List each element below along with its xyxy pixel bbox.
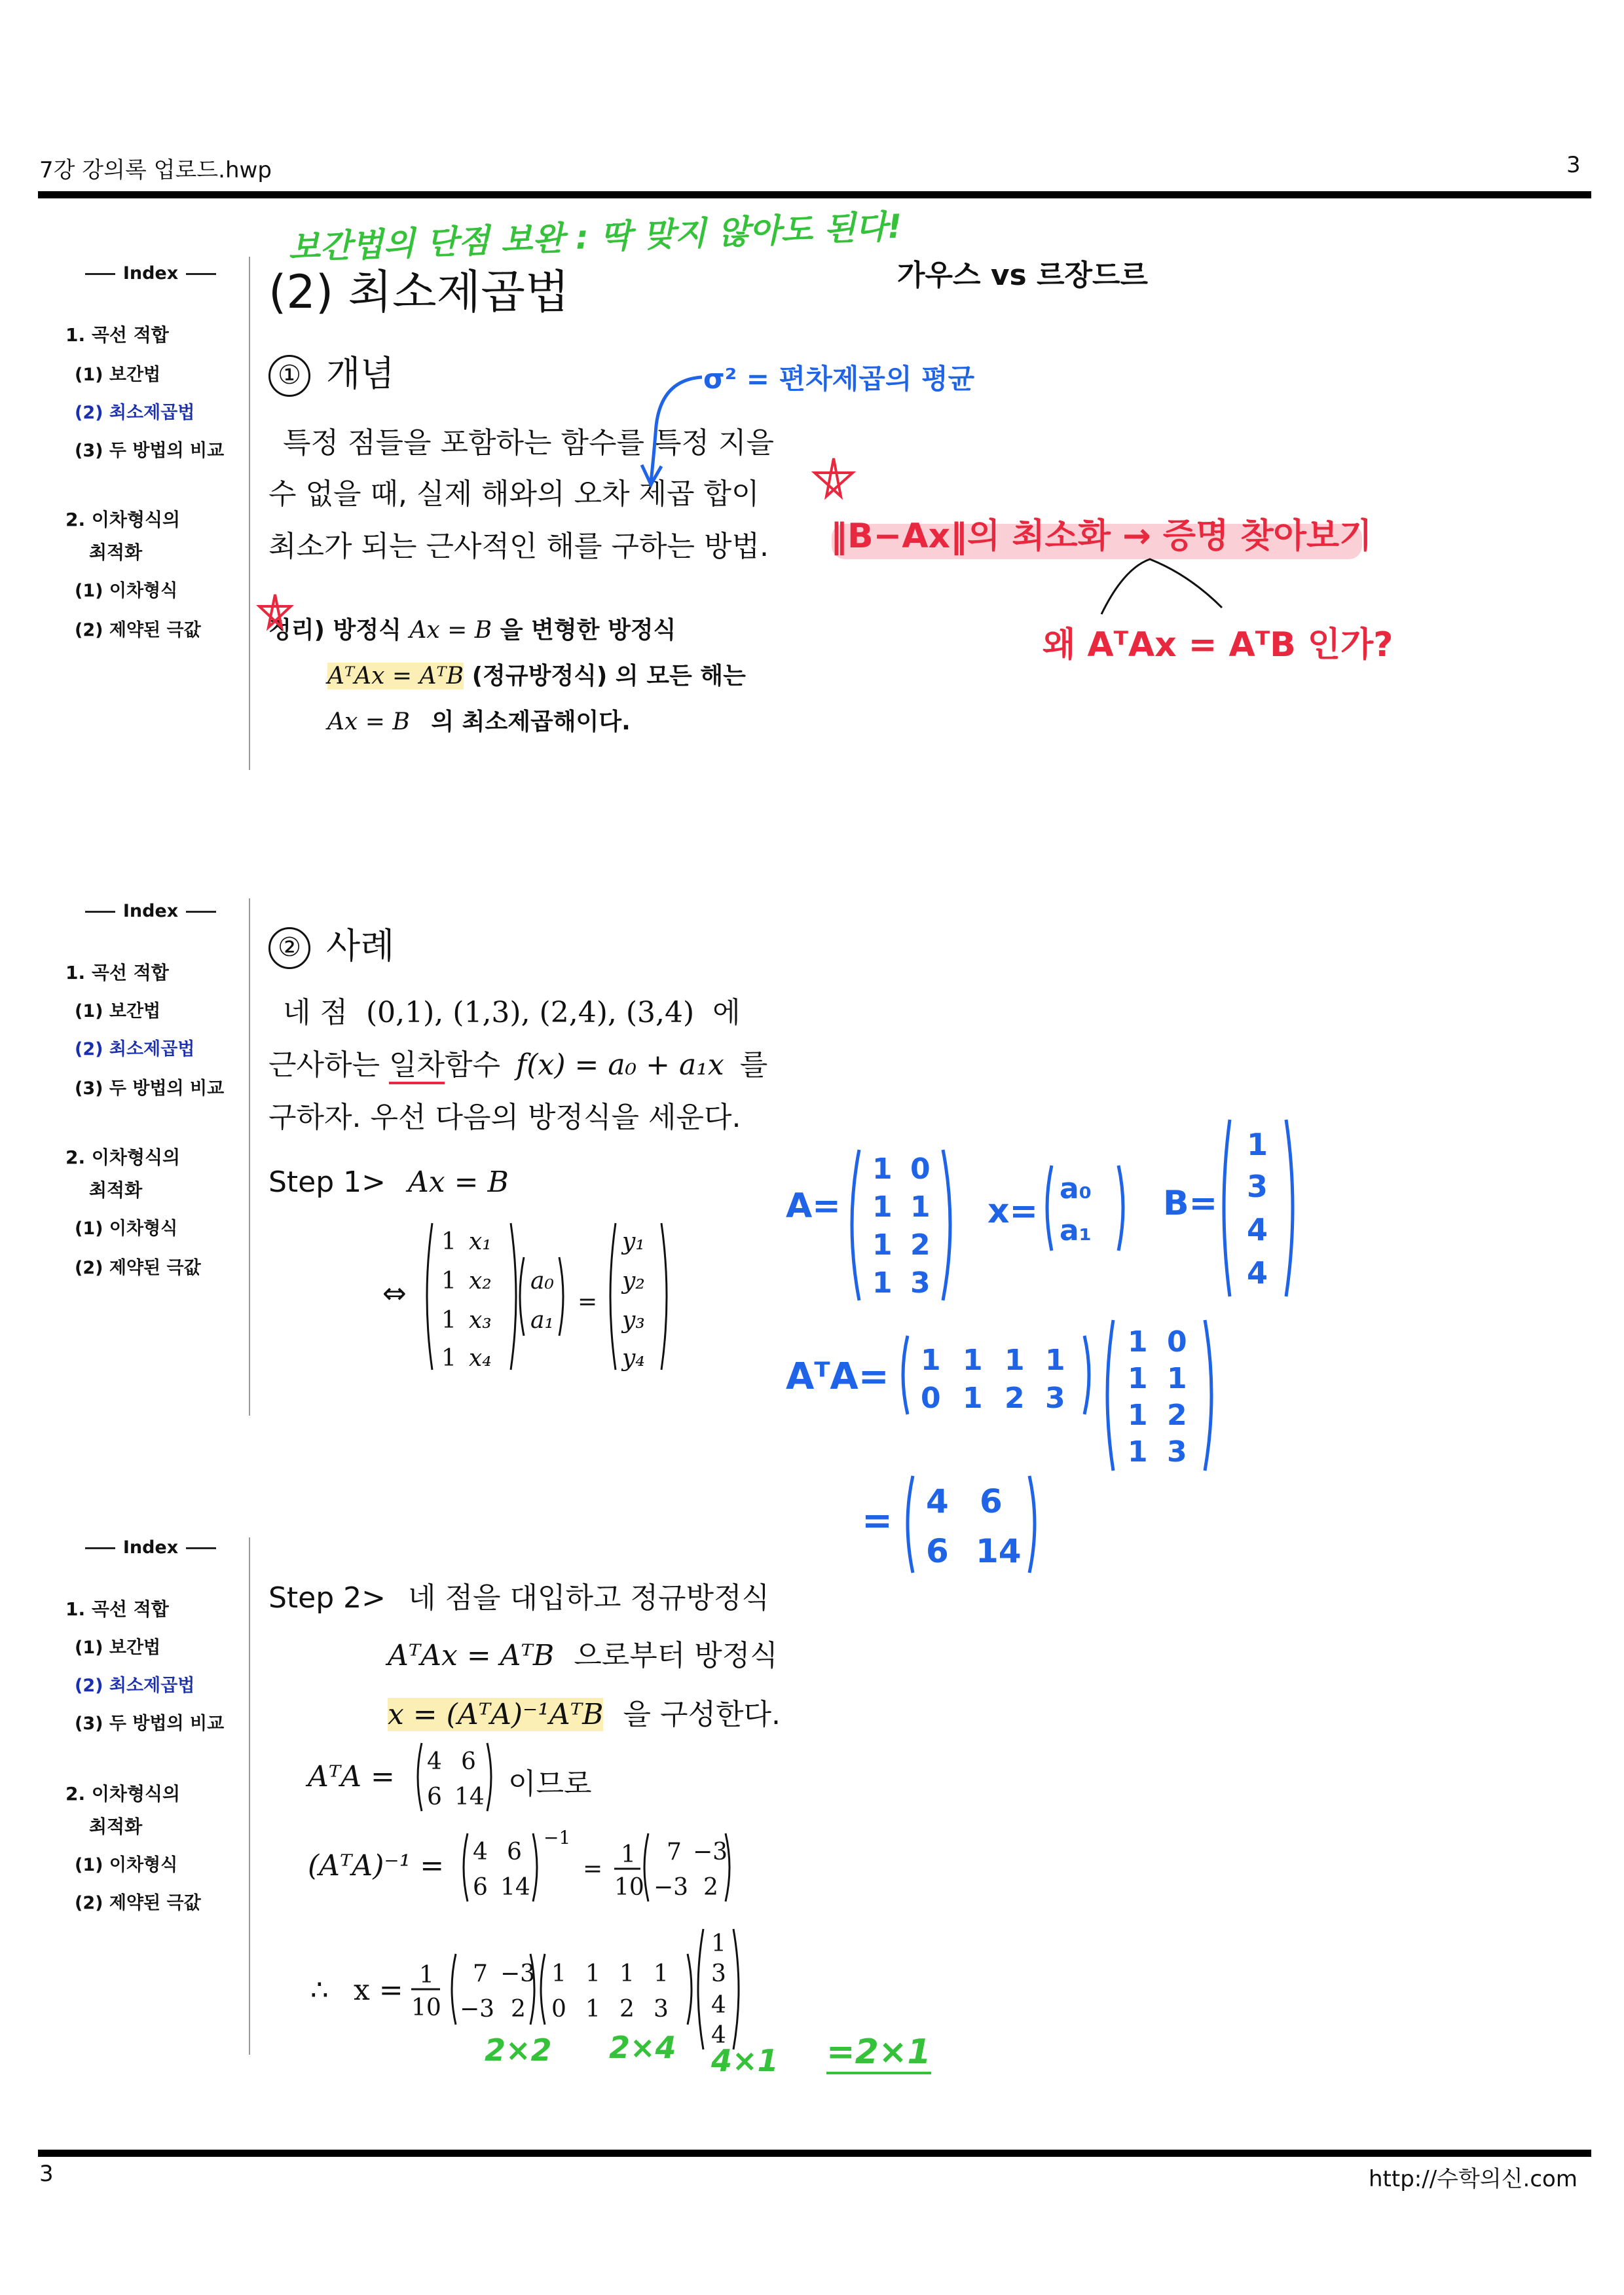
svg-text:14: 14 xyxy=(454,1784,485,1810)
blue-x-label: x= xyxy=(987,1192,1039,1231)
example-line-2: 근사하는 일차함수 f(x) = a₀ + a₁x 를 xyxy=(268,1041,767,1083)
svg-text:2: 2 xyxy=(1005,1382,1025,1415)
index-item-comparison[interactable]: (3) 두 방법의 비교 xyxy=(75,1714,225,1734)
svg-text:a₁: a₁ xyxy=(1060,1214,1092,1247)
index-item-quadratic-opt-2[interactable]: 최적화 xyxy=(89,542,143,563)
matA-1-2: x₁ xyxy=(469,1228,492,1255)
svg-text:6: 6 xyxy=(507,1839,522,1865)
svg-text:1: 1 xyxy=(963,1382,983,1415)
svg-text:−3: −3 xyxy=(693,1839,728,1865)
index-title: Index xyxy=(65,263,236,284)
index-title: Index xyxy=(65,1537,236,1558)
svg-text:1: 1 xyxy=(1045,1344,1065,1377)
svg-text:1: 1 xyxy=(551,1960,566,1987)
svg-text:−3: −3 xyxy=(500,1960,536,1987)
blue-arrow xyxy=(642,373,714,491)
svg-text:3: 3 xyxy=(1247,1169,1268,1204)
red-note-norm: ‖B−Ax‖의 최소화 → 증명 찾아보기 xyxy=(830,517,1373,556)
matA-2-1: 1 xyxy=(441,1268,456,1294)
svg-text:4: 4 xyxy=(711,1992,726,2019)
step1-line: Step 1> Ax = B xyxy=(268,1166,509,1199)
svg-text:6: 6 xyxy=(427,1784,442,1810)
inverse-superscript: −1 xyxy=(544,1827,571,1848)
circle-number: ① xyxy=(268,355,310,397)
svg-text:10: 10 xyxy=(411,1994,441,2021)
concept-line-3: 최소가 되는 근사적인 해를 구하는 방법. xyxy=(268,530,769,563)
index-item-interpolation[interactable]: (1) 보간법 xyxy=(75,1001,161,1021)
svg-text:1: 1 xyxy=(419,1962,434,1989)
vec-y3: y₃ xyxy=(622,1307,645,1334)
matA-2-2: x₂ xyxy=(469,1268,492,1294)
underlined-linear: 일차 xyxy=(389,1048,445,1084)
divider-3 xyxy=(249,1537,250,2055)
vec-y2: y₂ xyxy=(622,1268,645,1294)
index-item-least-squares[interactable]: (2) 최소제곱법 xyxy=(75,1039,195,1059)
green-note-top: 보간법의 단점 보완 : 딱 맞지 않아도 된다! xyxy=(287,207,903,267)
index-item-curve-fitting[interactable]: 1. 곡선 적합 xyxy=(65,324,169,346)
vec-a0: a₀ xyxy=(530,1268,554,1294)
svg-text:2: 2 xyxy=(703,1874,718,1901)
svg-text:=: = xyxy=(583,1856,603,1882)
svg-text:1: 1 xyxy=(1128,1362,1148,1395)
svg-text:4: 4 xyxy=(473,1839,488,1865)
subtitle-example: ② 사례 xyxy=(268,918,394,969)
section-title: (2) 최소제곱법 xyxy=(268,265,570,319)
green-dim-3: 4×1 xyxy=(711,2043,779,2078)
svg-text:1: 1 xyxy=(921,1344,941,1377)
svg-text:1: 1 xyxy=(872,1152,893,1186)
svg-text:3: 3 xyxy=(711,1960,726,1987)
svg-text:4: 4 xyxy=(711,2022,726,2049)
vec-y4: y₄ xyxy=(622,1345,645,1372)
green-dim-1: 2×2 xyxy=(485,2032,552,2068)
green-dim-4: =2×1 xyxy=(826,2032,931,2074)
index-item-quadratic-form[interactable]: (1) 이차형식 xyxy=(75,581,178,601)
svg-text:1: 1 xyxy=(1128,1325,1148,1359)
svg-text:1: 1 xyxy=(872,1228,893,1262)
theorem-line-3: Ax = B 의 최소제곱해이다. xyxy=(327,708,631,735)
svg-text:3: 3 xyxy=(1045,1382,1065,1415)
red-star-mark xyxy=(811,456,857,502)
matA-3-2: x₃ xyxy=(469,1307,492,1334)
matA-3-1: 1 xyxy=(441,1307,456,1334)
svg-text:4: 4 xyxy=(1247,1255,1268,1291)
svg-text:1: 1 xyxy=(872,1190,893,1224)
solution-formula: x = (AᵀA)⁻¹AᵀB xyxy=(388,1698,604,1731)
svg-text:7: 7 xyxy=(667,1839,682,1865)
svg-text:1: 1 xyxy=(1167,1362,1187,1395)
ata-lhs: AᵀA = xyxy=(308,1760,395,1793)
svg-text:1: 1 xyxy=(963,1344,983,1377)
svg-text:0: 0 xyxy=(910,1152,931,1186)
step2-line-2: AᵀAx = AᵀB 으로부터 방정식 xyxy=(388,1639,778,1672)
svg-text:6: 6 xyxy=(926,1532,949,1570)
index-item-constrained-extrema[interactable]: (2) 제약된 극값 xyxy=(75,620,201,640)
x-equals: x = xyxy=(354,1974,403,2007)
index-item-interpolation[interactable]: (1) 보간법 xyxy=(75,365,161,385)
equals-sign: = xyxy=(578,1289,598,1315)
green-dim-2: 2×4 xyxy=(609,2030,676,2065)
svg-text:1: 1 xyxy=(910,1190,931,1224)
svg-text:a₀: a₀ xyxy=(1060,1172,1092,1205)
footer-rule xyxy=(38,2150,1591,2157)
svg-text:1: 1 xyxy=(585,1996,600,2023)
svg-text:0: 0 xyxy=(551,1996,566,2023)
vec-y1: y₁ xyxy=(622,1228,645,1255)
vec-a1: a₁ xyxy=(530,1307,554,1334)
theorem-line-2: AᵀAx = AᵀB (정규방정식) 의 모든 해는 xyxy=(327,663,746,689)
index-item-least-squares[interactable]: (2) 최소제곱법 xyxy=(75,1676,195,1696)
svg-text:0: 0 xyxy=(1167,1325,1187,1359)
svg-text:14: 14 xyxy=(500,1874,530,1901)
blue-B-label: B= xyxy=(1163,1184,1218,1223)
index-item-least-squares[interactable]: (2) 최소제곱법 xyxy=(75,403,195,423)
step2-line-1: Step 2> 네 점을 대입하고 정규방정식 xyxy=(268,1581,770,1615)
svg-text:6: 6 xyxy=(461,1748,476,1775)
index-item-quadratic-opt-2[interactable]: 최적화 xyxy=(89,1179,143,1201)
inverse-equation xyxy=(458,1827,799,1912)
svg-text:3: 3 xyxy=(910,1266,931,1300)
blue-note-variance: σ² = 편차제곱의 평균 xyxy=(703,363,975,395)
svg-text:3: 3 xyxy=(654,1996,669,2023)
matA-4-2: x₄ xyxy=(469,1345,492,1372)
svg-text:4: 4 xyxy=(427,1748,442,1775)
theorem-line-1: 정리) 방정식 Ax = B 을 변형한 방정식 xyxy=(268,617,676,644)
example-line-3: 구하자. 우선 다음의 방정식을 세운다. xyxy=(268,1101,741,1134)
concept-line-1: 특정 점들을 포함하는 함수를 특정 지을 xyxy=(283,426,774,460)
frac-den: 10 xyxy=(614,1874,644,1901)
index-item-constrained-extrema[interactable]: (2) 제약된 극값 xyxy=(75,1893,201,1913)
svg-text:7: 7 xyxy=(473,1960,488,1987)
svg-text:4: 4 xyxy=(926,1482,949,1520)
normal-equation: AᵀAx = AᵀB xyxy=(327,663,464,689)
svg-text:0: 0 xyxy=(921,1382,941,1415)
blue-equals: = xyxy=(862,1499,893,1542)
index-item-comparison[interactable]: (3) 두 방법의 비교 xyxy=(75,1078,225,1099)
final-solution-equation xyxy=(406,1925,760,2056)
blue-A-label: A= xyxy=(786,1186,841,1226)
index-item-quadratic-opt[interactable]: 2. 이차형식의 xyxy=(65,1147,181,1168)
step1-matrix-equation xyxy=(419,1218,681,1382)
blue-matrix-A xyxy=(845,1146,963,1310)
ata-matrix xyxy=(413,1739,498,1818)
red-note-why: 왜 AᵀAx = AᵀB 인가? xyxy=(1043,625,1393,665)
svg-text:1: 1 xyxy=(619,1960,635,1987)
blue-vector-x xyxy=(1041,1162,1133,1260)
index-item-quadratic-opt[interactable]: 2. 이차형식의 xyxy=(65,1783,181,1805)
therefore-symbol: ∴ xyxy=(310,1974,329,2007)
header-rule xyxy=(38,191,1591,198)
svg-text:14: 14 xyxy=(976,1532,1022,1570)
svg-text:1: 1 xyxy=(1128,1435,1148,1469)
ata-text: 이므로 xyxy=(508,1767,592,1801)
example-line-1: 네 점 (0,1), (1,3), (2,4), (3,4) 에 xyxy=(283,996,741,1029)
index-item-comparison[interactable]: (3) 두 방법의 비교 xyxy=(75,441,225,461)
index-title: Index xyxy=(65,901,236,921)
matA-4-1: 1 xyxy=(441,1345,456,1372)
blue-result-matrix xyxy=(901,1471,1052,1582)
subtitle-concept: ① 개념 xyxy=(268,346,394,397)
svg-text:6: 6 xyxy=(473,1874,488,1901)
red-star-mark-theorem xyxy=(255,592,295,631)
divider-1 xyxy=(249,257,250,770)
footer-url: http://수학의신.com xyxy=(1369,2166,1578,2192)
index-item-curve-fitting[interactable]: 1. 곡선 적합 xyxy=(65,962,169,983)
blue-vector-B xyxy=(1218,1116,1303,1306)
footer-page-number: 3 xyxy=(39,2161,54,2187)
svg-text:2: 2 xyxy=(910,1228,931,1262)
blue-ATA-label: AᵀA= xyxy=(786,1355,889,1398)
index-item-quadratic-form[interactable]: (1) 이차형식 xyxy=(75,1855,178,1875)
index-item-quadratic-opt-2[interactable]: 최적화 xyxy=(89,1816,143,1837)
svg-text:3: 3 xyxy=(1167,1435,1187,1469)
svg-text:−3: −3 xyxy=(654,1874,689,1901)
header-page-number: 3 xyxy=(1566,152,1581,178)
concept-line-2: 수 없을 때, 실제 해와의 오차 제곱 합이 xyxy=(268,477,760,511)
svg-text:1: 1 xyxy=(1005,1344,1025,1377)
svg-text:1: 1 xyxy=(872,1266,893,1300)
svg-text:2: 2 xyxy=(511,1996,526,2023)
svg-text:1: 1 xyxy=(585,1960,600,1987)
frac-num: 1 xyxy=(621,1841,636,1868)
svg-text:4: 4 xyxy=(1247,1212,1268,1247)
index-item-constrained-extrema[interactable]: (2) 제약된 극값 xyxy=(75,1258,201,1278)
inv-lhs: (AᵀA)⁻¹ = xyxy=(308,1849,445,1882)
index-item-interpolation[interactable]: (1) 보간법 xyxy=(75,1638,161,1658)
blue-ATA-product xyxy=(897,1316,1238,1480)
step2-line-3: x = (AᵀA)⁻¹AᵀB 을 구성한다. xyxy=(388,1698,781,1731)
divider-2 xyxy=(249,898,250,1416)
svg-text:1: 1 xyxy=(1128,1399,1148,1432)
red-connector xyxy=(1098,555,1228,621)
svg-text:−3: −3 xyxy=(460,1996,495,2023)
index-item-quadratic-opt[interactable]: 2. 이차형식의 xyxy=(65,509,181,530)
svg-text:1: 1 xyxy=(711,1930,726,1957)
index-item-curve-fitting[interactable]: 1. 곡선 적합 xyxy=(65,1598,169,1620)
svg-text:1: 1 xyxy=(1247,1127,1268,1162)
iff-symbol: ⇔ xyxy=(382,1277,407,1310)
header-filename: 7강 강의록 업로드.hwp xyxy=(39,157,272,183)
circle-number: ② xyxy=(268,927,310,969)
svg-text:2: 2 xyxy=(619,1996,635,2023)
matA-1-1: 1 xyxy=(441,1228,456,1255)
black-note-gauss: 가우스 vs 르장드르 xyxy=(897,259,1149,292)
index-item-quadratic-form[interactable]: (1) 이차형식 xyxy=(75,1219,178,1239)
svg-text:6: 6 xyxy=(980,1482,1003,1520)
svg-text:1: 1 xyxy=(654,1960,669,1987)
svg-text:2: 2 xyxy=(1167,1399,1187,1432)
